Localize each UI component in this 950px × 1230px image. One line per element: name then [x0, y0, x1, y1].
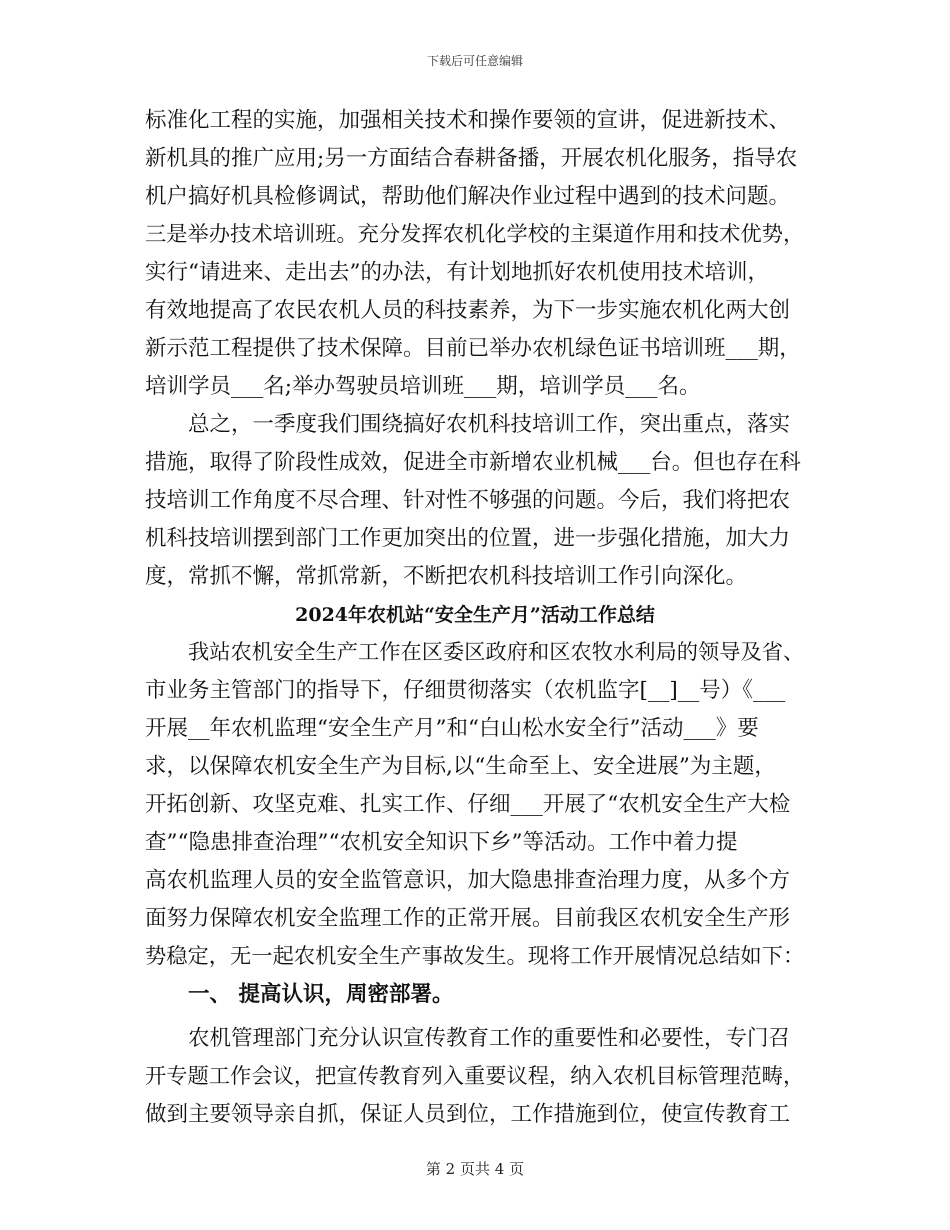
- body-line: 度，常抓不懈，常抓常新，不断把农机科技培训工作引向深化。: [145, 564, 748, 589]
- section-title: 2024年农机站“安全生产月”活动工作总结: [295, 604, 655, 626]
- body-line: 高农机监理人员的安全监管意识，加大隐患排查治理力度，从多个方: [145, 868, 791, 893]
- body-line: 市业务主管部门的指导下，仔细贯彻落实（农机监字[__]__号）《___: [145, 678, 786, 703]
- body-line: 机户搞好机具检修调试，帮助他们解决作业过程中遇到的技术问题。: [145, 184, 791, 209]
- body-line: 措施，取得了阶段性成效，促进全市新增农业机械___台。但也存在科: [145, 450, 801, 475]
- body-line: 新机具的推广应用;另一方面结合春耕备播，开展农机化服务，指导农: [145, 146, 798, 171]
- body-line: 面努力保障农机安全监理工作的正常开展。目前我区农机安全生产形: [145, 906, 791, 931]
- page-footer: 第 2 页共 4 页: [425, 1160, 525, 1178]
- body-line: 求，以保障农机安全生产为目标,以“生命至上、安全进展”为主题，: [145, 754, 776, 779]
- body-line: 技培训工作角度不尽合理、针对性不够强的问题。今后，我们将把农: [145, 488, 791, 513]
- body-line: 农机管理部门充分认识宣传教育工作的重要性和必要性，专门召: [188, 1026, 791, 1051]
- body-line: 开拓创新、攻坚克难、扎实工作、仔细___开展了“农机安全生产大检: [145, 792, 791, 817]
- section-heading: 一、 提高认识，周密部署。: [188, 982, 454, 1007]
- body-line: 新示范工程提供了技术保障。目前已举办农机绿色证书培训班___期，: [145, 336, 801, 361]
- body-line: 机科技培训摆到部门工作更加突出的位置，进一步强化措施，加大力: [145, 526, 791, 551]
- body-line: 开专题工作会议，把宣传教育列入重要议程，纳入农机目标管理范畴，: [145, 1064, 805, 1089]
- body-line: 总之，一季度我们围绕搞好农机科技培训工作，突出重点，落实: [188, 412, 791, 437]
- body-line: 我站农机安全生产工作在区委区政府和区农牧水利局的领导及省、: [188, 640, 805, 665]
- body-line: 三是举办技术培训班。充分发挥农机化学校的主渠道作用和技术优势，: [145, 222, 805, 247]
- body-line: 有效地提高了农民农机人员的科技素养，为下一步实施农机化两大创: [145, 298, 791, 323]
- body-line: 实行“请进来、走出去”的办法，有计划地抓好农机使用技术培训，: [145, 260, 769, 285]
- body-line: 标准化工程的实施，加强相关技术和操作要领的宣讲，促进新技术、: [145, 108, 791, 133]
- body-line: 查”“隐患排查治理”“农机安全知识下乡”等活动。工作中着力提: [145, 830, 738, 855]
- body-line: 开展__年农机监理“安全生产月”和“白山松水安全行”活动___》要: [145, 716, 759, 741]
- body-line: 做到主要领导亲自抓，保证人员到位，工作措施到位，使宣传教育工: [145, 1102, 791, 1127]
- page-header: 下载后可任意编辑: [426, 54, 523, 68]
- body-line: 势稳定，无一起农机安全生产事故发生。现将工作开展情况总结如下：: [145, 944, 805, 969]
- body-line: 培训学员___名;举办驾驶员培训班___期，培训学员___名。: [145, 374, 701, 399]
